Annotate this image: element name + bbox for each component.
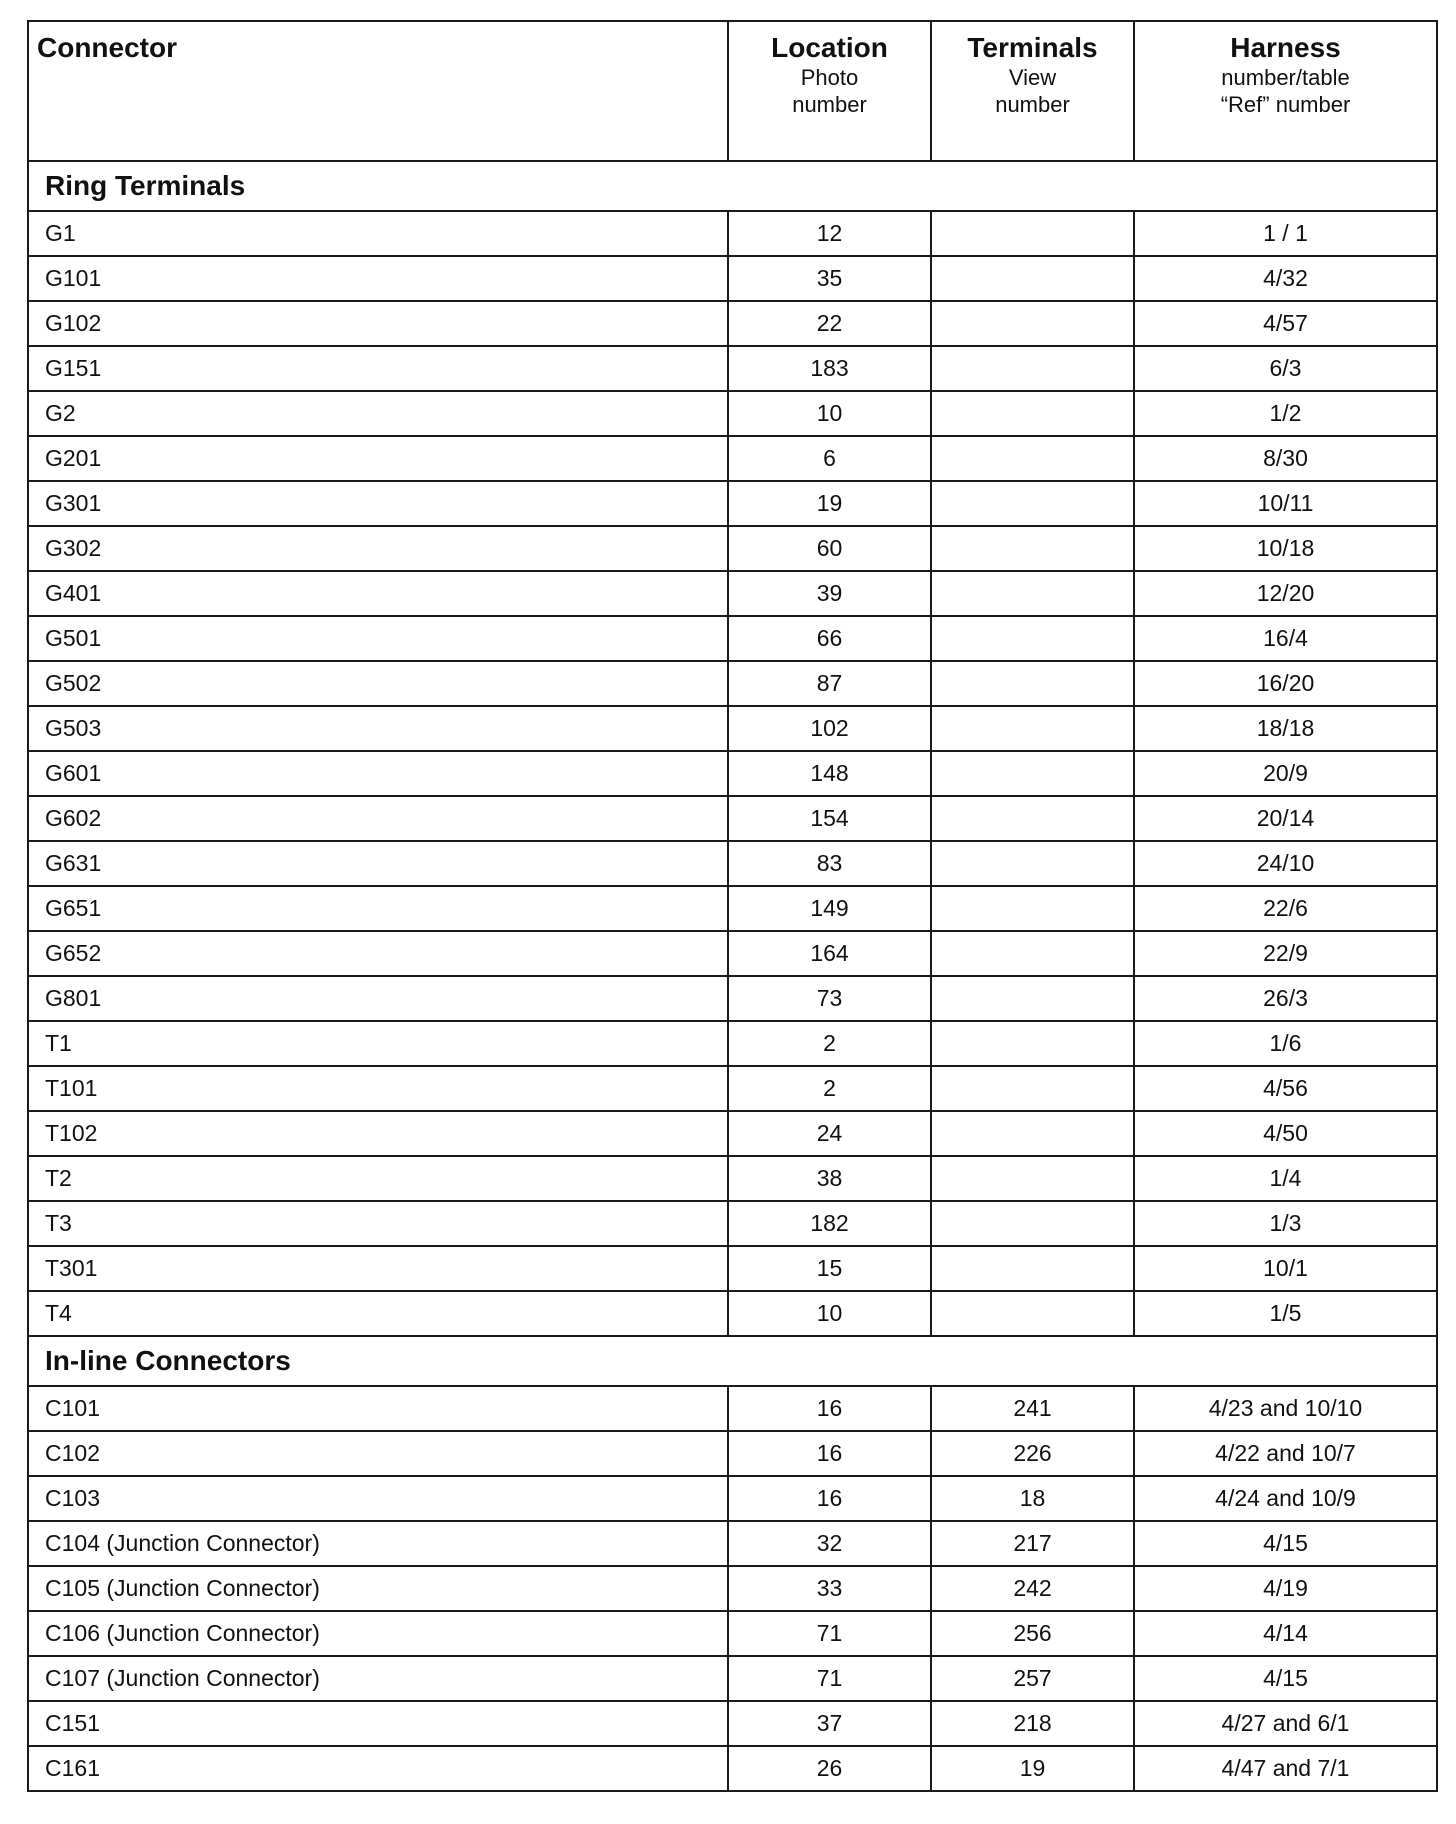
location-cell: 164 bbox=[728, 931, 931, 976]
harness-cell: 12/20 bbox=[1134, 571, 1437, 616]
location-cell: 19 bbox=[728, 481, 931, 526]
terminals-cell bbox=[931, 571, 1134, 616]
harness-cell: 4/32 bbox=[1134, 256, 1437, 301]
harness-cell: 24/10 bbox=[1134, 841, 1437, 886]
harness-cell: 22/6 bbox=[1134, 886, 1437, 931]
harness-cell: 4/24 and 10/9 bbox=[1134, 1476, 1437, 1521]
table-body bbox=[28, 161, 1437, 1791]
connector-cell: G1 bbox=[28, 211, 728, 256]
terminals-cell bbox=[931, 616, 1134, 661]
terminals-cell bbox=[931, 526, 1134, 571]
table-row bbox=[28, 1431, 1437, 1476]
terminals-cell: 256 bbox=[931, 1611, 1134, 1656]
harness-cell: 10/1 bbox=[1134, 1246, 1437, 1291]
section-title: In-line Connectors bbox=[28, 1336, 1437, 1386]
terminals-cell bbox=[931, 976, 1134, 1021]
terminals-cell: 217 bbox=[931, 1521, 1134, 1566]
harness-cell: 4/57 bbox=[1134, 301, 1437, 346]
harness-cell: 8/30 bbox=[1134, 436, 1437, 481]
header-location-title: Location bbox=[771, 32, 888, 63]
table-row bbox=[28, 931, 1437, 976]
location-cell: 10 bbox=[728, 391, 931, 436]
connector-cell: G651 bbox=[28, 886, 728, 931]
location-cell: 10 bbox=[728, 1291, 931, 1336]
table-row bbox=[28, 1201, 1437, 1246]
connector-cell: G401 bbox=[28, 571, 728, 616]
harness-cell: 1/5 bbox=[1134, 1291, 1437, 1336]
terminals-cell bbox=[931, 211, 1134, 256]
table-row bbox=[28, 346, 1437, 391]
location-cell: 16 bbox=[728, 1431, 931, 1476]
location-cell: 2 bbox=[728, 1066, 931, 1111]
location-cell: 182 bbox=[728, 1201, 931, 1246]
connector-cell: T4 bbox=[28, 1291, 728, 1336]
connector-cell: G201 bbox=[28, 436, 728, 481]
connector-cell: G2 bbox=[28, 391, 728, 436]
header-location bbox=[728, 21, 931, 161]
table-row bbox=[28, 1701, 1437, 1746]
terminals-cell bbox=[931, 751, 1134, 796]
location-cell: 102 bbox=[728, 706, 931, 751]
terminals-cell: 18 bbox=[931, 1476, 1134, 1521]
location-cell: 32 bbox=[728, 1521, 931, 1566]
terminals-cell bbox=[931, 391, 1134, 436]
connector-cell: C105 (Junction Connector) bbox=[28, 1566, 728, 1611]
table-row bbox=[28, 976, 1437, 1021]
harness-cell: 4/15 bbox=[1134, 1656, 1437, 1701]
harness-cell: 20/14 bbox=[1134, 796, 1437, 841]
table-row bbox=[28, 616, 1437, 661]
location-cell: 183 bbox=[728, 346, 931, 391]
header-terminals-title: Terminals bbox=[967, 32, 1098, 63]
table-row bbox=[28, 211, 1437, 256]
harness-cell: 10/11 bbox=[1134, 481, 1437, 526]
connector-cell: T2 bbox=[28, 1156, 728, 1201]
location-cell: 22 bbox=[728, 301, 931, 346]
table-row bbox=[28, 1611, 1437, 1656]
harness-cell: 4/23 and 10/10 bbox=[1134, 1386, 1437, 1431]
table-row bbox=[28, 391, 1437, 436]
location-cell: 24 bbox=[728, 1111, 931, 1156]
location-cell: 71 bbox=[728, 1656, 931, 1701]
section-row bbox=[28, 161, 1437, 211]
table-row bbox=[28, 1386, 1437, 1431]
location-cell: 33 bbox=[728, 1566, 931, 1611]
header-terminals-sub2: number bbox=[995, 92, 1070, 117]
terminals-cell bbox=[931, 1246, 1134, 1291]
location-cell: 16 bbox=[728, 1476, 931, 1521]
connector-cell: C103 bbox=[28, 1476, 728, 1521]
table-row bbox=[28, 1111, 1437, 1156]
table-row bbox=[28, 571, 1437, 616]
table-row bbox=[28, 1521, 1437, 1566]
terminals-cell: 242 bbox=[931, 1566, 1134, 1611]
connector-cell: G602 bbox=[28, 796, 728, 841]
location-cell: 2 bbox=[728, 1021, 931, 1066]
connector-cell: C101 bbox=[28, 1386, 728, 1431]
header-harness bbox=[1134, 21, 1437, 161]
header-harness-sub2: “Ref” number bbox=[1220, 92, 1351, 117]
table-row bbox=[28, 1246, 1437, 1291]
table-row bbox=[28, 1656, 1437, 1701]
location-cell: 71 bbox=[728, 1611, 931, 1656]
connector-cell: G631 bbox=[28, 841, 728, 886]
harness-cell: 4/50 bbox=[1134, 1111, 1437, 1156]
harness-cell: 4/14 bbox=[1134, 1611, 1437, 1656]
connector-cell: G301 bbox=[28, 481, 728, 526]
table-row bbox=[28, 1566, 1437, 1611]
table-row bbox=[28, 481, 1437, 526]
terminals-cell bbox=[931, 481, 1134, 526]
connector-cell: G801 bbox=[28, 976, 728, 1021]
harness-cell: 16/20 bbox=[1134, 661, 1437, 706]
location-cell: 39 bbox=[728, 571, 931, 616]
terminals-cell bbox=[931, 841, 1134, 886]
harness-cell: 1/3 bbox=[1134, 1201, 1437, 1246]
terminals-cell bbox=[931, 931, 1134, 976]
table-row bbox=[28, 1746, 1437, 1791]
header-connector-title: Connector bbox=[37, 32, 177, 63]
harness-cell: 4/22 and 10/7 bbox=[1134, 1431, 1437, 1476]
header-location-sub1: Photo bbox=[800, 65, 859, 90]
table-row bbox=[28, 661, 1437, 706]
terminals-cell bbox=[931, 1291, 1134, 1336]
connector-cell: C151 bbox=[28, 1701, 728, 1746]
terminals-cell bbox=[931, 1111, 1134, 1156]
header-terminals-sub1: View bbox=[1008, 65, 1057, 90]
header-connector bbox=[28, 21, 728, 161]
location-cell: 148 bbox=[728, 751, 931, 796]
header-location-sub2: number bbox=[792, 92, 867, 117]
connector-cell: C104 (Junction Connector) bbox=[28, 1521, 728, 1566]
connector-cell: G101 bbox=[28, 256, 728, 301]
connector-cell: C107 (Junction Connector) bbox=[28, 1656, 728, 1701]
terminals-cell bbox=[931, 301, 1134, 346]
location-cell: 60 bbox=[728, 526, 931, 571]
table-row bbox=[28, 841, 1437, 886]
table-row bbox=[28, 706, 1437, 751]
harness-cell: 1/6 bbox=[1134, 1021, 1437, 1066]
harness-cell: 4/56 bbox=[1134, 1066, 1437, 1111]
table-row bbox=[28, 1476, 1437, 1521]
terminals-cell: 226 bbox=[931, 1431, 1134, 1476]
location-cell: 12 bbox=[728, 211, 931, 256]
location-cell: 26 bbox=[728, 1746, 931, 1791]
harness-cell: 4/19 bbox=[1134, 1566, 1437, 1611]
table-row bbox=[28, 1021, 1437, 1066]
connector-cell: C161 bbox=[28, 1746, 728, 1791]
terminals-cell bbox=[931, 1156, 1134, 1201]
connector-cell: C102 bbox=[28, 1431, 728, 1476]
terminals-cell bbox=[931, 661, 1134, 706]
table-row bbox=[28, 436, 1437, 481]
connector-cell: T102 bbox=[28, 1111, 728, 1156]
header-harness-sub1: number/table bbox=[1221, 65, 1350, 90]
connector-cell: G151 bbox=[28, 346, 728, 391]
location-cell: 6 bbox=[728, 436, 931, 481]
harness-cell: 10/18 bbox=[1134, 526, 1437, 571]
connector-cell: G102 bbox=[28, 301, 728, 346]
connector-cell: C106 (Junction Connector) bbox=[28, 1611, 728, 1656]
location-cell: 149 bbox=[728, 886, 931, 931]
harness-cell: 4/47 and 7/1 bbox=[1134, 1746, 1437, 1791]
terminals-cell bbox=[931, 886, 1134, 931]
location-cell: 154 bbox=[728, 796, 931, 841]
table-row bbox=[28, 751, 1437, 796]
connector-cell: G502 bbox=[28, 661, 728, 706]
connector-cell: T301 bbox=[28, 1246, 728, 1291]
connector-cell: G652 bbox=[28, 931, 728, 976]
location-cell: 66 bbox=[728, 616, 931, 661]
terminals-cell bbox=[931, 1066, 1134, 1111]
connector-cell: T1 bbox=[28, 1021, 728, 1066]
harness-cell: 22/9 bbox=[1134, 931, 1437, 976]
location-cell: 37 bbox=[728, 1701, 931, 1746]
terminals-cell bbox=[931, 256, 1134, 301]
terminals-cell: 19 bbox=[931, 1746, 1134, 1791]
table-row bbox=[28, 301, 1437, 346]
connector-cell: T101 bbox=[28, 1066, 728, 1111]
terminals-cell bbox=[931, 796, 1134, 841]
connector-table bbox=[27, 20, 1438, 1792]
table-row bbox=[28, 1291, 1437, 1336]
terminals-cell bbox=[931, 1021, 1134, 1066]
section-row bbox=[28, 1336, 1437, 1386]
harness-cell: 18/18 bbox=[1134, 706, 1437, 751]
location-cell: 83 bbox=[728, 841, 931, 886]
section-title: Ring Terminals bbox=[28, 161, 1437, 211]
connector-cell: G503 bbox=[28, 706, 728, 751]
harness-cell: 1/4 bbox=[1134, 1156, 1437, 1201]
header-terminals bbox=[931, 21, 1134, 161]
location-cell: 35 bbox=[728, 256, 931, 301]
connector-cell: T3 bbox=[28, 1201, 728, 1246]
terminals-cell bbox=[931, 436, 1134, 481]
table-row bbox=[28, 796, 1437, 841]
terminals-cell: 241 bbox=[931, 1386, 1134, 1431]
harness-cell: 4/27 and 6/1 bbox=[1134, 1701, 1437, 1746]
connector-table-container bbox=[27, 20, 1436, 1792]
harness-cell: 6/3 bbox=[1134, 346, 1437, 391]
harness-cell: 20/9 bbox=[1134, 751, 1437, 796]
location-cell: 15 bbox=[728, 1246, 931, 1291]
table-row bbox=[28, 1156, 1437, 1201]
connector-cell: G601 bbox=[28, 751, 728, 796]
harness-cell: 16/4 bbox=[1134, 616, 1437, 661]
location-cell: 16 bbox=[728, 1386, 931, 1431]
terminals-cell bbox=[931, 706, 1134, 751]
terminals-cell: 218 bbox=[931, 1701, 1134, 1746]
table-row bbox=[28, 256, 1437, 301]
harness-cell: 4/15 bbox=[1134, 1521, 1437, 1566]
harness-cell: 1/2 bbox=[1134, 391, 1437, 436]
table-row bbox=[28, 886, 1437, 931]
location-cell: 73 bbox=[728, 976, 931, 1021]
terminals-cell bbox=[931, 346, 1134, 391]
connector-cell: G302 bbox=[28, 526, 728, 571]
location-cell: 87 bbox=[728, 661, 931, 706]
harness-cell: 1 / 1 bbox=[1134, 211, 1437, 256]
table-row bbox=[28, 1066, 1437, 1111]
header-harness-title: Harness bbox=[1230, 32, 1341, 63]
table-header bbox=[28, 21, 1437, 161]
connector-cell: G501 bbox=[28, 616, 728, 661]
header-row bbox=[28, 21, 1437, 161]
harness-cell: 26/3 bbox=[1134, 976, 1437, 1021]
table-row bbox=[28, 526, 1437, 571]
terminals-cell bbox=[931, 1201, 1134, 1246]
terminals-cell: 257 bbox=[931, 1656, 1134, 1701]
location-cell: 38 bbox=[728, 1156, 931, 1201]
